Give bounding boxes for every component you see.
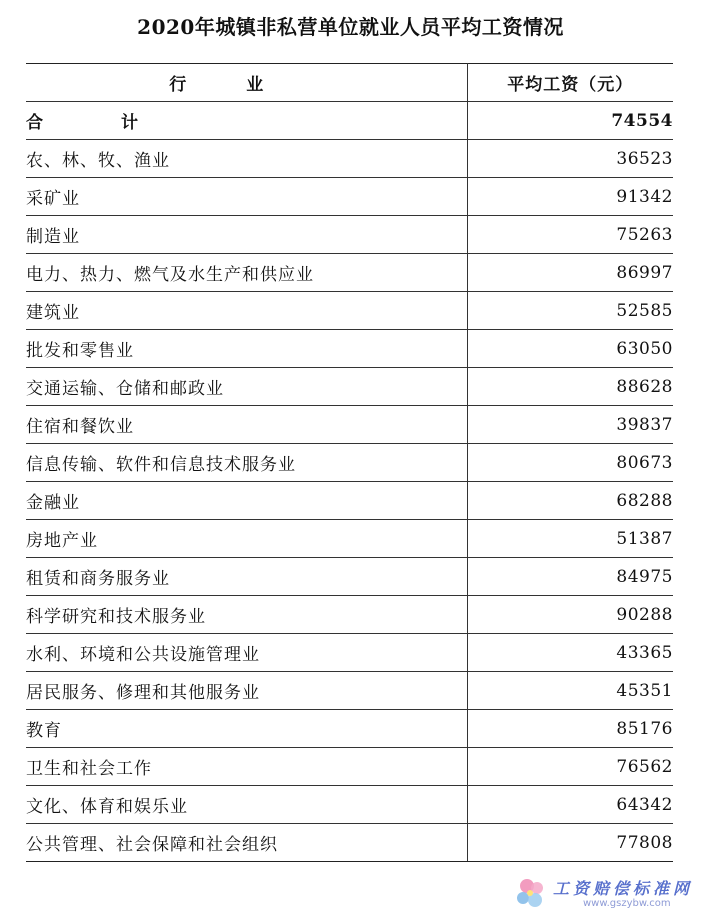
industry-name: 水利、环境和公共设施管理业 xyxy=(26,634,467,672)
industry-name: 居民服务、修理和其他服务业 xyxy=(26,672,467,710)
industry-name: 金融业 xyxy=(26,482,467,520)
industry-name: 文化、体育和娱乐业 xyxy=(26,786,467,824)
average-wage: 68288 xyxy=(467,482,673,520)
industry-name: 建筑业 xyxy=(26,292,467,330)
average-wage: 52585 xyxy=(467,292,673,330)
average-wage: 64342 xyxy=(467,786,673,824)
industry-name: 住宿和餐饮业 xyxy=(26,406,467,444)
table-row xyxy=(26,710,673,748)
average-wage: 77808 xyxy=(467,824,673,862)
industry-name: 房地产业 xyxy=(26,520,467,558)
industry-name: 交通运输、仓储和邮政业 xyxy=(26,368,467,406)
table-row xyxy=(26,634,673,672)
table-row xyxy=(26,786,673,824)
industry-name: 卫生和社会工作 xyxy=(26,748,467,786)
industry-name: 信息传输、软件和信息技术服务业 xyxy=(26,444,467,482)
average-wage: 76562 xyxy=(467,748,673,786)
table-row xyxy=(26,520,673,558)
table-row xyxy=(26,292,673,330)
table-row xyxy=(26,406,673,444)
watermark-url: www.gszybw.com xyxy=(583,898,671,909)
table-row xyxy=(26,558,673,596)
page-title: 2020年城镇非私营单位就业人员平均工资情况 xyxy=(137,15,564,39)
table-row xyxy=(26,140,673,178)
industry-name: 公共管理、社会保障和社会组织 xyxy=(26,824,467,862)
total-label: 合计 xyxy=(26,102,467,140)
average-wage: 85176 xyxy=(467,710,673,748)
industry-name: 农、林、牧、渔业 xyxy=(26,140,467,178)
column-header-industry: 行业 xyxy=(26,64,467,102)
table-row xyxy=(26,672,673,710)
average-wage: 39837 xyxy=(467,406,673,444)
average-wage: 88628 xyxy=(467,368,673,406)
total-row xyxy=(26,102,673,140)
watermark-text: 工资赔偿标准网 xyxy=(553,879,694,898)
average-wage: 36523 xyxy=(467,140,673,178)
table-row xyxy=(26,824,673,862)
watermark xyxy=(513,874,693,914)
flower-logo-icon xyxy=(513,874,553,914)
average-wage: 45351 xyxy=(467,672,673,710)
column-header-average-wage: 平均工资（元） xyxy=(467,64,673,102)
table-row xyxy=(26,596,673,634)
average-wage: 75263 xyxy=(467,216,673,254)
average-wage: 80673 xyxy=(467,444,673,482)
total-value: 74554 xyxy=(467,102,673,140)
table-header-row xyxy=(26,64,673,102)
table-row xyxy=(26,254,673,292)
table-row xyxy=(26,216,673,254)
wage-table xyxy=(26,63,673,862)
average-wage: 90288 xyxy=(467,596,673,634)
table-row xyxy=(26,330,673,368)
table-row xyxy=(26,444,673,482)
industry-name: 科学研究和技术服务业 xyxy=(26,596,467,634)
average-wage: 51387 xyxy=(467,520,673,558)
industry-name: 批发和零售业 xyxy=(26,330,467,368)
average-wage: 43365 xyxy=(467,634,673,672)
average-wage: 63050 xyxy=(467,330,673,368)
table-row xyxy=(26,178,673,216)
average-wage: 84975 xyxy=(467,558,673,596)
average-wage: 91342 xyxy=(467,178,673,216)
industry-name: 采矿业 xyxy=(26,178,467,216)
table-row xyxy=(26,482,673,520)
table-row xyxy=(26,368,673,406)
industry-name: 电力、热力、燃气及水生产和供应业 xyxy=(26,254,467,292)
industry-name: 租赁和商务服务业 xyxy=(26,558,467,596)
average-wage: 86997 xyxy=(467,254,673,292)
table-row xyxy=(26,748,673,786)
industry-name: 教育 xyxy=(26,710,467,748)
industry-name: 制造业 xyxy=(26,216,467,254)
